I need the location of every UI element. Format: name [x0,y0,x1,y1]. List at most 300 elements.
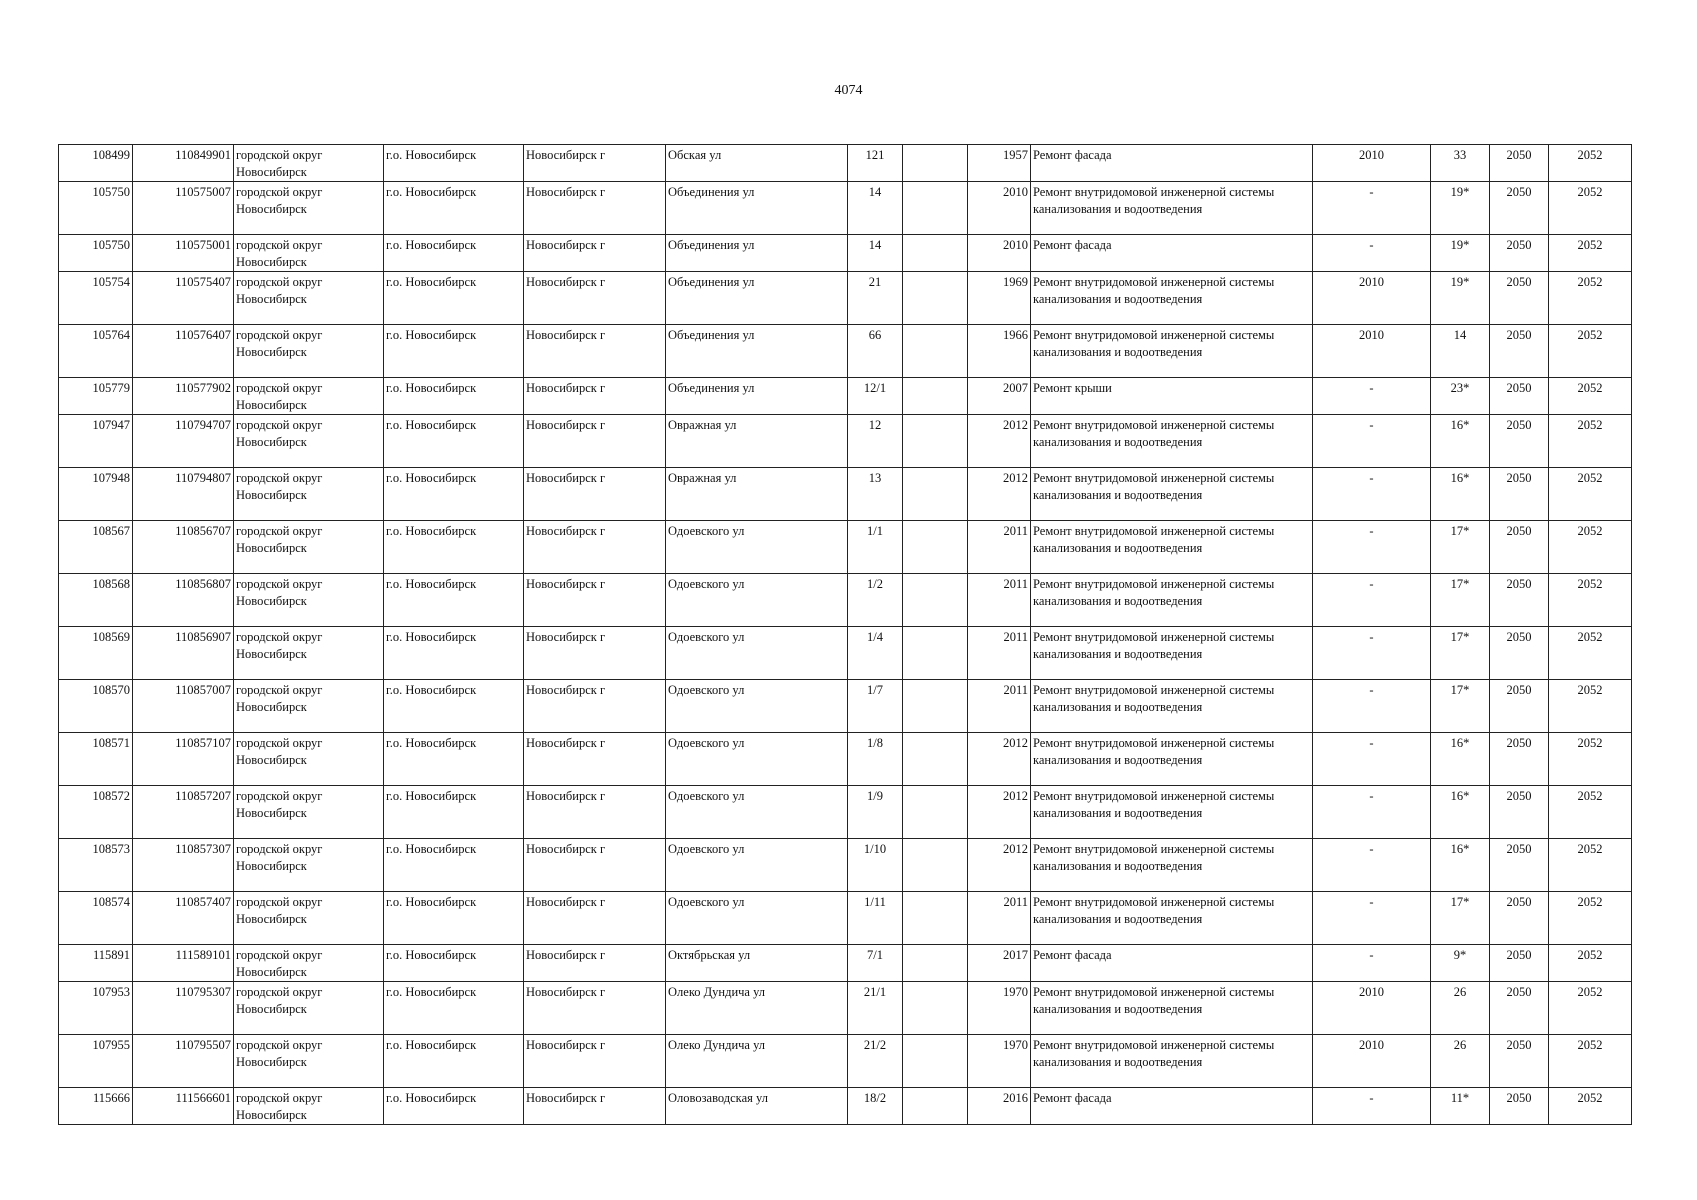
settlement-cell: Новосибирск г [524,627,666,680]
id-cell: 105764 [59,325,133,378]
start-year-cell: 2050 [1490,945,1549,982]
settlement-cell: Новосибирск г [524,272,666,325]
start-year-cell: 2050 [1490,574,1549,627]
table-row [59,145,1632,182]
district-cell: городской округ Новосибирск [234,415,384,468]
wear-cell: 9* [1431,945,1490,982]
id-cell: 107953 [59,982,133,1035]
extra-cell [903,982,968,1035]
code-cell: 110857207 [133,786,234,839]
district-cell: городской округ Новосибирск [234,1035,384,1088]
table-row [59,468,1632,521]
start-year-cell: 2050 [1490,235,1549,272]
street-cell: Объединения ул [666,272,848,325]
district-cell: городской округ Новосибирск [234,235,384,272]
extra-cell [903,1088,968,1125]
district-cell: городской округ Новосибирск [234,627,384,680]
municipality-cell: г.о. Новосибирск [384,839,524,892]
start-year-cell: 2050 [1490,325,1549,378]
district-cell: городской округ Новосибирск [234,378,384,415]
id-cell: 108569 [59,627,133,680]
municipality-cell: г.о. Новосибирск [384,982,524,1035]
settlement-cell: Новосибирск г [524,468,666,521]
street-cell: Объединения ул [666,378,848,415]
house-cell: 14 [848,235,903,272]
settlement-cell: Новосибирск г [524,415,666,468]
year-cell: 2012 [968,839,1031,892]
code-cell: 110857407 [133,892,234,945]
last-repair-cell: - [1313,733,1431,786]
settlement-cell: Новосибирск г [524,892,666,945]
year-cell: 1970 [968,982,1031,1035]
table-row [59,415,1632,468]
work-cell: Ремонт внутридомовой инженерной системы канализования и водоотведения [1031,182,1313,235]
year-cell: 2010 [968,235,1031,272]
house-cell: 1/10 [848,839,903,892]
wear-cell: 19* [1431,272,1490,325]
wear-cell: 16* [1431,415,1490,468]
work-cell: Ремонт внутридомовой инженерной системы канализования и водоотведения [1031,468,1313,521]
code-cell: 110857007 [133,680,234,733]
work-cell: Ремонт внутридомовой инженерной системы канализования и водоотведения [1031,574,1313,627]
page-number: 4074 [834,83,863,98]
house-cell: 21/2 [848,1035,903,1088]
district-cell: городской округ Новосибирск [234,945,384,982]
last-repair-cell: 2010 [1313,272,1431,325]
street-cell: Одоевского ул [666,627,848,680]
end-year-cell: 2052 [1549,235,1632,272]
wear-cell: 11* [1431,1088,1490,1125]
start-year-cell: 2050 [1490,1088,1549,1125]
extra-cell [903,325,968,378]
wear-cell: 19* [1431,182,1490,235]
year-cell: 2011 [968,680,1031,733]
start-year-cell: 2050 [1490,892,1549,945]
last-repair-cell: 2010 [1313,145,1431,182]
extra-cell [903,235,968,272]
year-cell: 2012 [968,415,1031,468]
house-cell: 1/2 [848,574,903,627]
settlement-cell: Новосибирск г [524,521,666,574]
district-cell: городской округ Новосибирск [234,182,384,235]
start-year-cell: 2050 [1490,786,1549,839]
extra-cell [903,574,968,627]
end-year-cell: 2052 [1549,945,1632,982]
municipality-cell: г.о. Новосибирск [384,182,524,235]
street-cell: Одоевского ул [666,521,848,574]
last-repair-cell: - [1313,521,1431,574]
table-row [59,574,1632,627]
table-row [59,182,1632,235]
id-cell: 105779 [59,378,133,415]
municipality-cell: г.о. Новосибирск [384,325,524,378]
extra-cell [903,839,968,892]
extra-cell [903,272,968,325]
extra-cell [903,468,968,521]
id-cell: 108499 [59,145,133,182]
district-cell: городской округ Новосибирск [234,272,384,325]
end-year-cell: 2052 [1549,272,1632,325]
work-cell: Ремонт внутридомовой инженерной системы канализования и водоотведения [1031,680,1313,733]
settlement-cell: Новосибирск г [524,982,666,1035]
house-cell: 7/1 [848,945,903,982]
wear-cell: 16* [1431,733,1490,786]
end-year-cell: 2052 [1549,145,1632,182]
wear-cell: 14 [1431,325,1490,378]
house-cell: 13 [848,468,903,521]
street-cell: Обская ул [666,145,848,182]
id-cell: 108574 [59,892,133,945]
code-cell: 110577902 [133,378,234,415]
street-cell: Объединения ул [666,325,848,378]
wear-cell: 19* [1431,235,1490,272]
street-cell: Одоевского ул [666,839,848,892]
work-cell: Ремонт внутридомовой инженерной системы канализования и водоотведения [1031,786,1313,839]
end-year-cell: 2052 [1549,892,1632,945]
municipality-cell: г.о. Новосибирск [384,468,524,521]
year-cell: 2007 [968,378,1031,415]
end-year-cell: 2052 [1549,839,1632,892]
municipality-cell: г.о. Новосибирск [384,574,524,627]
year-cell: 2011 [968,574,1031,627]
wear-cell: 17* [1431,680,1490,733]
street-cell: Олеко Дундича ул [666,982,848,1035]
last-repair-cell: - [1313,182,1431,235]
table-row [59,1088,1632,1125]
municipality-cell: г.о. Новосибирск [384,145,524,182]
municipality-cell: г.о. Новосибирск [384,415,524,468]
year-cell: 1969 [968,272,1031,325]
last-repair-cell: 2010 [1313,982,1431,1035]
extra-cell [903,945,968,982]
id-cell: 108570 [59,680,133,733]
end-year-cell: 2052 [1549,415,1632,468]
year-cell: 2011 [968,892,1031,945]
end-year-cell: 2052 [1549,468,1632,521]
work-cell: Ремонт внутридомовой инженерной системы канализования и водоотведения [1031,415,1313,468]
district-cell: городской округ Новосибирск [234,325,384,378]
settlement-cell: Новосибирск г [524,945,666,982]
district-cell: городской округ Новосибирск [234,982,384,1035]
start-year-cell: 2050 [1490,145,1549,182]
settlement-cell: Новосибирск г [524,1088,666,1125]
district-cell: городской округ Новосибирск [234,733,384,786]
municipality-cell: г.о. Новосибирск [384,892,524,945]
settlement-cell: Новосибирск г [524,574,666,627]
last-repair-cell: - [1313,786,1431,839]
work-cell: Ремонт внутридомовой инженерной системы канализования и водоотведения [1031,982,1313,1035]
id-cell: 108567 [59,521,133,574]
house-cell: 121 [848,145,903,182]
code-cell: 111566601 [133,1088,234,1125]
municipality-cell: г.о. Новосибирск [384,680,524,733]
year-cell: 1957 [968,145,1031,182]
wear-cell: 26 [1431,982,1490,1035]
municipality-cell: г.о. Новосибирск [384,786,524,839]
street-cell: Октябрьская ул [666,945,848,982]
code-cell: 110794707 [133,415,234,468]
extra-cell [903,182,968,235]
year-cell: 1966 [968,325,1031,378]
table-row [59,680,1632,733]
last-repair-cell: 2010 [1313,1035,1431,1088]
year-cell: 2017 [968,945,1031,982]
house-cell: 21 [848,272,903,325]
start-year-cell: 2050 [1490,627,1549,680]
wear-cell: 16* [1431,839,1490,892]
code-cell: 110794807 [133,468,234,521]
code-cell: 110849901 [133,145,234,182]
id-cell: 107947 [59,415,133,468]
code-cell: 110856807 [133,574,234,627]
work-cell: Ремонт крыши [1031,378,1313,415]
street-cell: Одоевского ул [666,680,848,733]
district-cell: городской округ Новосибирск [234,839,384,892]
table-row [59,325,1632,378]
end-year-cell: 2052 [1549,325,1632,378]
district-cell: городской округ Новосибирск [234,468,384,521]
start-year-cell: 2050 [1490,733,1549,786]
work-cell: Ремонт внутридомовой инженерной системы канализования и водоотведения [1031,627,1313,680]
code-cell: 110856707 [133,521,234,574]
municipality-cell: г.о. Новосибирск [384,378,524,415]
house-cell: 1/11 [848,892,903,945]
street-cell: Овражная ул [666,468,848,521]
house-cell: 12 [848,415,903,468]
code-cell: 111589101 [133,945,234,982]
table-row [59,786,1632,839]
house-cell: 1/9 [848,786,903,839]
end-year-cell: 2052 [1549,1035,1632,1088]
end-year-cell: 2052 [1549,521,1632,574]
end-year-cell: 2052 [1549,574,1632,627]
code-cell: 110576407 [133,325,234,378]
year-cell: 1970 [968,1035,1031,1088]
code-cell: 110575407 [133,272,234,325]
extra-cell [903,733,968,786]
id-cell: 115891 [59,945,133,982]
work-cell: Ремонт внутридомовой инженерной системы канализования и водоотведения [1031,892,1313,945]
table-row [59,521,1632,574]
end-year-cell: 2052 [1549,627,1632,680]
settlement-cell: Новосибирск г [524,1035,666,1088]
last-repair-cell: - [1313,235,1431,272]
municipality-cell: г.о. Новосибирск [384,627,524,680]
district-cell: городской округ Новосибирск [234,574,384,627]
start-year-cell: 2050 [1490,521,1549,574]
end-year-cell: 2052 [1549,680,1632,733]
year-cell: 2011 [968,627,1031,680]
last-repair-cell: - [1313,1088,1431,1125]
district-cell: городской округ Новосибирск [234,1088,384,1125]
work-cell: Ремонт внутридомовой инженерной системы канализования и водоотведения [1031,272,1313,325]
district-cell: городской округ Новосибирск [234,521,384,574]
last-repair-cell: - [1313,839,1431,892]
wear-cell: 23* [1431,378,1490,415]
municipality-cell: г.о. Новосибирск [384,733,524,786]
code-cell: 110575001 [133,235,234,272]
street-cell: Одоевского ул [666,786,848,839]
extra-cell [903,1035,968,1088]
table-row [59,945,1632,982]
start-year-cell: 2050 [1490,680,1549,733]
year-cell: 2010 [968,182,1031,235]
work-cell: Ремонт фасада [1031,145,1313,182]
id-cell: 115666 [59,1088,133,1125]
table-row [59,892,1632,945]
district-cell: городской округ Новосибирск [234,892,384,945]
work-cell: Ремонт внутридомовой инженерной системы канализования и водоотведения [1031,325,1313,378]
year-cell: 2011 [968,521,1031,574]
municipality-cell: г.о. Новосибирск [384,235,524,272]
house-cell: 14 [848,182,903,235]
end-year-cell: 2052 [1549,1088,1632,1125]
work-cell: Ремонт фасада [1031,1088,1313,1125]
start-year-cell: 2050 [1490,415,1549,468]
year-cell: 2012 [968,786,1031,839]
id-cell: 105750 [59,235,133,272]
street-cell: Оловозаводская ул [666,1088,848,1125]
extra-cell [903,415,968,468]
extra-cell [903,786,968,839]
extra-cell [903,521,968,574]
start-year-cell: 2050 [1490,468,1549,521]
wear-cell: 17* [1431,627,1490,680]
settlement-cell: Новосибирск г [524,733,666,786]
wear-cell: 26 [1431,1035,1490,1088]
house-cell: 66 [848,325,903,378]
wear-cell: 16* [1431,786,1490,839]
last-repair-cell: - [1313,415,1431,468]
table-row [59,982,1632,1035]
code-cell: 110575007 [133,182,234,235]
table-row [59,627,1632,680]
table-row [59,733,1632,786]
start-year-cell: 2050 [1490,182,1549,235]
last-repair-cell: - [1313,892,1431,945]
district-cell: городской округ Новосибирск [234,145,384,182]
settlement-cell: Новосибирск г [524,680,666,733]
house-cell: 18/2 [848,1088,903,1125]
extra-cell [903,892,968,945]
year-cell: 2012 [968,733,1031,786]
work-cell: Ремонт внутридомовой инженерной системы канализования и водоотведения [1031,521,1313,574]
last-repair-cell: - [1313,680,1431,733]
extra-cell [903,378,968,415]
code-cell: 110857307 [133,839,234,892]
extra-cell [903,680,968,733]
table-row [59,272,1632,325]
work-cell: Ремонт фасада [1031,235,1313,272]
street-cell: Олеко Дундича ул [666,1035,848,1088]
start-year-cell: 2050 [1490,839,1549,892]
last-repair-cell: - [1313,378,1431,415]
wear-cell: 17* [1431,521,1490,574]
id-cell: 107955 [59,1035,133,1088]
street-cell: Одоевского ул [666,733,848,786]
street-cell: Объединения ул [666,182,848,235]
id-cell: 108572 [59,786,133,839]
settlement-cell: Новосибирск г [524,378,666,415]
street-cell: Объединения ул [666,235,848,272]
extra-cell [903,145,968,182]
table-row [59,235,1632,272]
district-cell: городской округ Новосибирск [234,786,384,839]
start-year-cell: 2050 [1490,272,1549,325]
last-repair-cell: - [1313,574,1431,627]
settlement-cell: Новосибирск г [524,786,666,839]
id-cell: 108571 [59,733,133,786]
house-cell: 1/7 [848,680,903,733]
house-cell: 21/1 [848,982,903,1035]
house-cell: 1/1 [848,521,903,574]
municipality-cell: г.о. Новосибирск [384,272,524,325]
last-repair-cell: - [1313,945,1431,982]
settlement-cell: Новосибирск г [524,182,666,235]
end-year-cell: 2052 [1549,378,1632,415]
work-cell: Ремонт внутридомовой инженерной системы канализования и водоотведения [1031,733,1313,786]
settlement-cell: Новосибирск г [524,235,666,272]
year-cell: 2016 [968,1088,1031,1125]
id-cell: 108568 [59,574,133,627]
work-cell: Ремонт внутридомовой инженерной системы канализования и водоотведения [1031,839,1313,892]
municipality-cell: г.о. Новосибирск [384,1035,524,1088]
wear-cell: 33 [1431,145,1490,182]
extra-cell [903,627,968,680]
street-cell: Одоевского ул [666,892,848,945]
code-cell: 110795307 [133,982,234,1035]
table-row [59,839,1632,892]
wear-cell: 17* [1431,892,1490,945]
capital-repair-table [58,144,1632,1125]
start-year-cell: 2050 [1490,1035,1549,1088]
end-year-cell: 2052 [1549,182,1632,235]
house-cell: 1/8 [848,733,903,786]
start-year-cell: 2050 [1490,378,1549,415]
last-repair-cell: 2010 [1313,325,1431,378]
work-cell: Ремонт фасада [1031,945,1313,982]
district-cell: городской округ Новосибирск [234,680,384,733]
end-year-cell: 2052 [1549,982,1632,1035]
code-cell: 110795507 [133,1035,234,1088]
wear-cell: 16* [1431,468,1490,521]
id-cell: 108573 [59,839,133,892]
wear-cell: 17* [1431,574,1490,627]
settlement-cell: Новосибирск г [524,145,666,182]
id-cell: 105754 [59,272,133,325]
id-cell: 105750 [59,182,133,235]
municipality-cell: г.о. Новосибирск [384,1088,524,1125]
start-year-cell: 2050 [1490,982,1549,1035]
house-cell: 12/1 [848,378,903,415]
municipality-cell: г.о. Новосибирск [384,521,524,574]
code-cell: 110857107 [133,733,234,786]
last-repair-cell: - [1313,627,1431,680]
last-repair-cell: - [1313,468,1431,521]
house-cell: 1/4 [848,627,903,680]
id-cell: 107948 [59,468,133,521]
year-cell: 2012 [968,468,1031,521]
code-cell: 110856907 [133,627,234,680]
settlement-cell: Новосибирск г [524,325,666,378]
end-year-cell: 2052 [1549,786,1632,839]
settlement-cell: Новосибирск г [524,839,666,892]
street-cell: Овражная ул [666,415,848,468]
street-cell: Одоевского ул [666,574,848,627]
end-year-cell: 2052 [1549,733,1632,786]
municipality-cell: г.о. Новосибирск [384,945,524,982]
work-cell: Ремонт внутридомовой инженерной системы канализования и водоотведения [1031,1035,1313,1088]
